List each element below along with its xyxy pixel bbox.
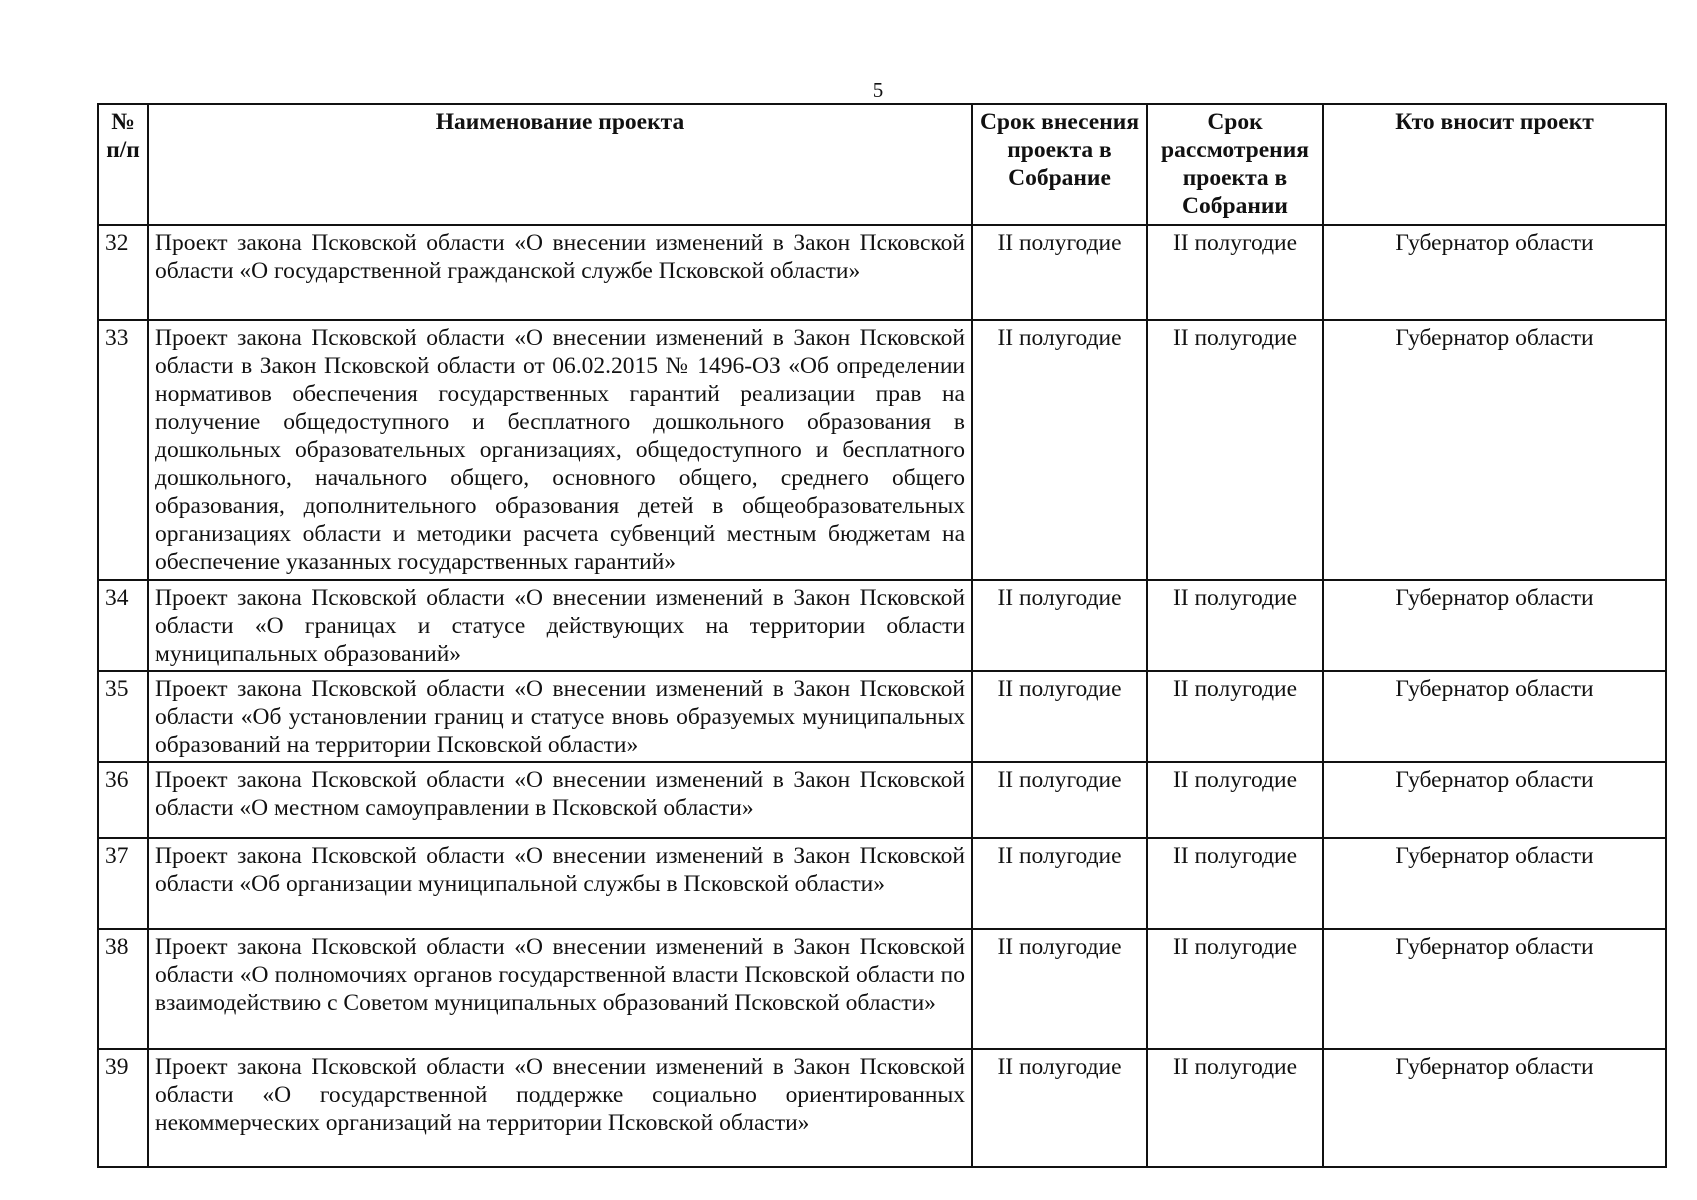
row-review-term: II полугодие — [1147, 1049, 1323, 1167]
row-submitter: Губернатор области — [1323, 320, 1666, 580]
row-submit-term: II полугодие — [972, 320, 1147, 580]
row-name: Проект закона Псковской области «О внесении изменений в Закон Псковской области «О границах и статусе действующих на территории области муниципальных образований» — [148, 580, 972, 671]
table-row — [98, 580, 1666, 671]
header-submitter: Кто вносит проект — [1323, 104, 1666, 225]
table-row — [98, 320, 1666, 580]
table-row — [98, 838, 1666, 929]
row-submitter: Губернатор области — [1323, 225, 1666, 320]
row-submit-term: II полугодие — [972, 838, 1147, 929]
row-num: 38 — [98, 929, 148, 1049]
row-name: Проект закона Псковской области «О внесении изменений в Закон Псковской области «Об организации муниципальной службы в Псковской области» — [148, 838, 972, 929]
table-header-row — [98, 104, 1666, 225]
row-name: Проект закона Псковской области «О внесении изменений в Закон Псковской области в Закон Псковской области от 06.02.2015 № 1496-ОЗ «Об определении нормативов обеспечения государственных гарантий реализации прав на получение общедоступного и бесплатного дошкольного образования в дошкольных образовательных организациях, общедоступного и бесплатного дошкольного, начального общего, основного общего, среднего общего образования, дополнительного образования детей в общеобразовательных организациях области и методики расчета субвенций местным бюджетам на обеспечение указанных государственных гарантий» — [148, 320, 972, 580]
header-submit-term: Срок внесения проекта в Собрание — [972, 104, 1147, 225]
row-num: 32 — [98, 225, 148, 320]
row-name: Проект закона Псковской области «О внесении изменений в Закон Псковской области «О государственной поддержке социально ориентированных некоммерческих организаций на территории Псковской области» — [148, 1049, 972, 1167]
row-review-term: II полугодие — [1147, 929, 1323, 1049]
row-submit-term: II полугодие — [972, 225, 1147, 320]
projects-table — [97, 103, 1667, 1168]
row-submit-term: II полугодие — [972, 1049, 1147, 1167]
row-review-term: II полугодие — [1147, 838, 1323, 929]
row-submitter: Губернатор области — [1323, 929, 1666, 1049]
table-row — [98, 225, 1666, 320]
row-submitter: Губернатор области — [1323, 762, 1666, 838]
row-review-term: II полугодие — [1147, 580, 1323, 671]
row-submit-term: II полугодие — [972, 762, 1147, 838]
header-num: № п/п — [98, 104, 148, 225]
row-num: 34 — [98, 580, 148, 671]
row-submit-term: II полугодие — [972, 580, 1147, 671]
row-submitter: Губернатор области — [1323, 580, 1666, 671]
header-name: Наименование проекта — [148, 104, 972, 225]
row-name: Проект закона Псковской области «О внесении изменений в Закон Псковской области «О государственной гражданской службе Псковской области» — [148, 225, 972, 320]
row-submit-term: II полугодие — [972, 929, 1147, 1049]
row-name: Проект закона Псковской области «О внесении изменений в Закон Псковской области «О полномочиях органов государственной власти Псковской области по взаимодействию с Советом муниципальных образований Псковской области» — [148, 929, 972, 1049]
row-submitter: Губернатор области — [1323, 671, 1666, 762]
row-name: Проект закона Псковской области «О внесении изменений в Закон Псковской области «О местном самоуправлении в Псковской области» — [148, 762, 972, 838]
row-review-term: II полугодие — [1147, 225, 1323, 320]
row-num: 39 — [98, 1049, 148, 1167]
header-review-term: Срок рассмотрения проекта в Собрании — [1147, 104, 1323, 225]
row-num: 33 — [98, 320, 148, 580]
row-name: Проект закона Псковской области «О внесении изменений в Закон Псковской области «Об установлении границ и статусе вновь образуемых муниципальных образований на территории Псковской области» — [148, 671, 972, 762]
row-submitter: Губернатор области — [1323, 838, 1666, 929]
table-body — [98, 225, 1666, 1167]
row-review-term: II полугодие — [1147, 320, 1323, 580]
table-row — [98, 762, 1666, 838]
table-row — [98, 671, 1666, 762]
row-num: 35 — [98, 671, 148, 762]
table-row — [98, 929, 1666, 1049]
row-review-term: II полугодие — [1147, 671, 1323, 762]
row-num: 37 — [98, 838, 148, 929]
row-num: 36 — [98, 762, 148, 838]
table-row — [98, 1049, 1666, 1167]
page-number: 5 — [872, 78, 884, 102]
row-review-term: II полугодие — [1147, 762, 1323, 838]
row-submitter: Губернатор области — [1323, 1049, 1666, 1167]
row-submit-term: II полугодие — [972, 671, 1147, 762]
